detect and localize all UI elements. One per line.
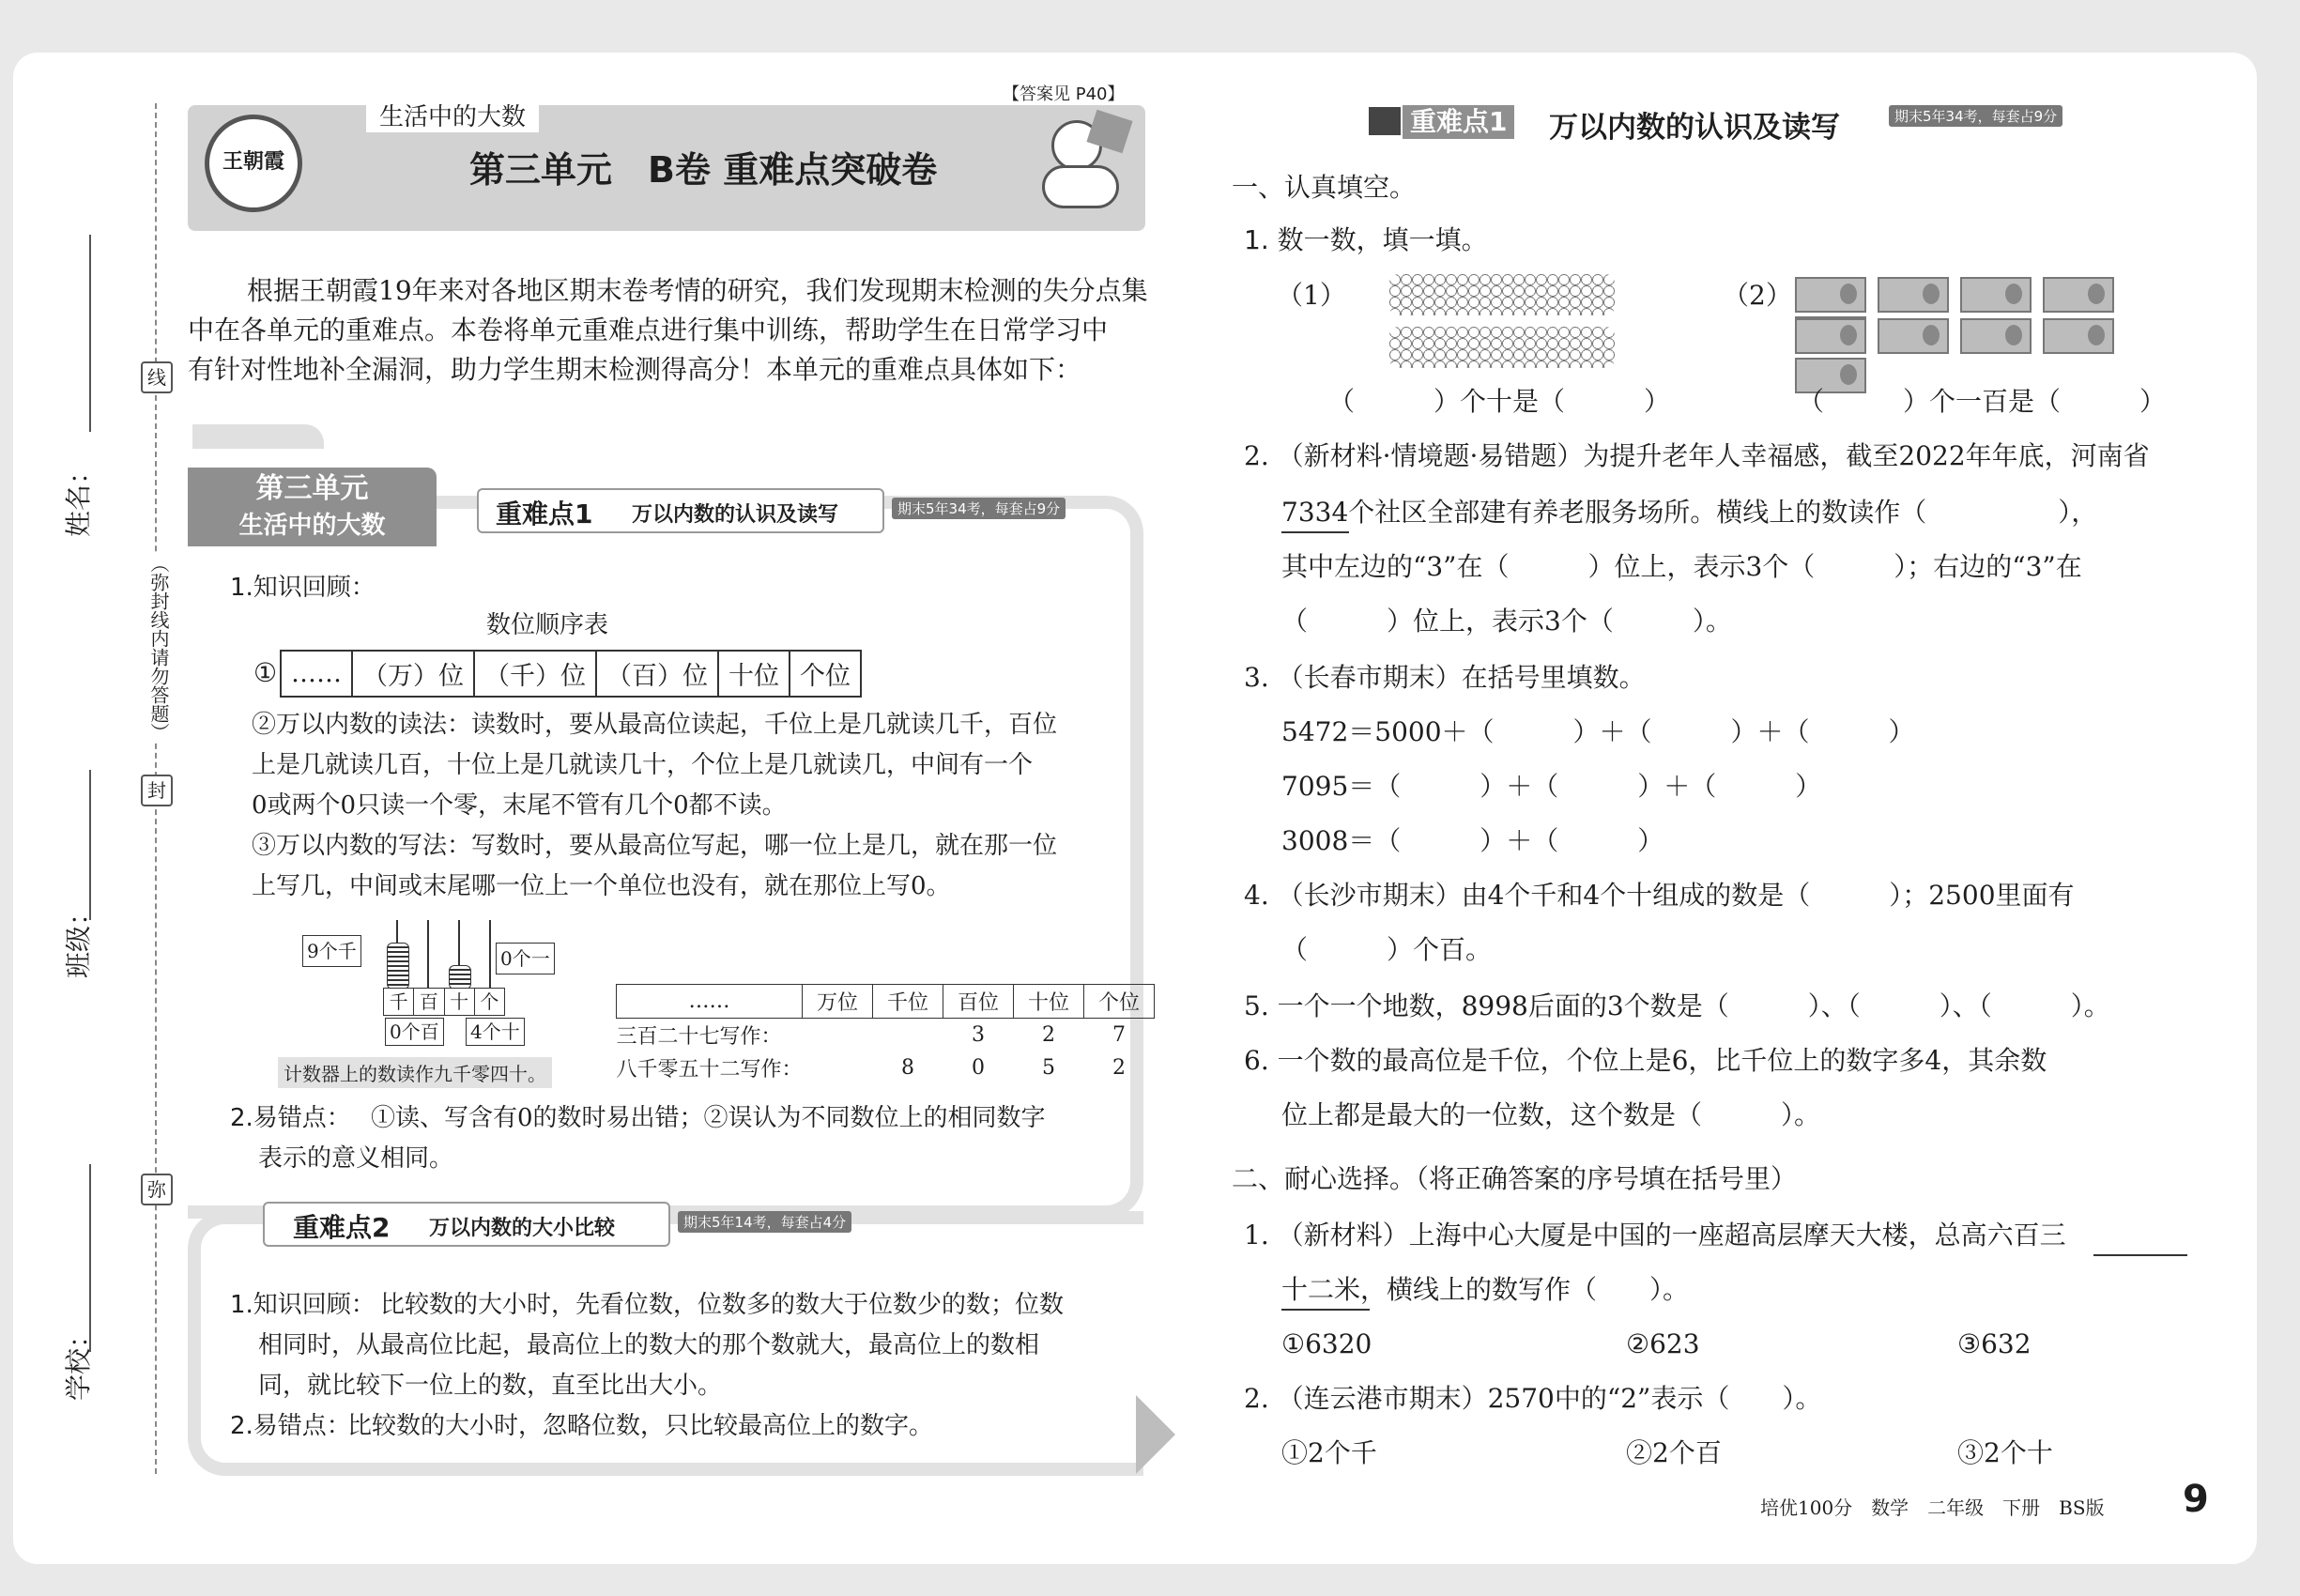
count-header: 百位 xyxy=(943,985,1014,1019)
place-cell: 十位 xyxy=(718,651,790,697)
write-rule-1: ③万以内数的写法：写数时，要从最高位写起，哪一位上是几，就在那一位 xyxy=(252,832,1058,860)
count-row-label: 八千零五十二写作： xyxy=(616,1058,803,1082)
c1-underline-1 xyxy=(2093,1254,2187,1256)
unit-badge xyxy=(188,468,437,546)
c1-option-1[interactable]: ①6320 xyxy=(1281,1328,1372,1359)
kp2-tag: 期末5年14考，每套占4分 xyxy=(678,1211,851,1233)
rod-label: 千 xyxy=(384,989,414,1015)
right-kp-icon xyxy=(1369,107,1401,135)
frame-arrow xyxy=(1136,1395,1175,1474)
label-shi-box: 4个十 xyxy=(466,1018,525,1046)
bill-100 xyxy=(2043,318,2114,354)
name-field[interactable] xyxy=(89,235,91,432)
count-cell: 7 xyxy=(1112,1023,1127,1047)
place-cell: （万）位 xyxy=(352,651,474,697)
q2-line-4[interactable]: （ ）位上，表示3个（ ）。 xyxy=(1281,606,1732,637)
q3-eq-1[interactable]: 5472＝5000＋（ ）＋（ ）＋（ ） xyxy=(1281,716,1915,747)
mascot-illustration xyxy=(1033,111,1136,223)
bill-100 xyxy=(1795,277,1866,313)
logo-seal xyxy=(205,115,302,212)
answer-ref: 【答案见 P40】 xyxy=(1003,84,1125,104)
c2-text[interactable]: 2. （连云港市期末）2570中的“2”表示（ ）。 xyxy=(1244,1383,1822,1414)
intro-line-3: 有针对性地补全漏洞，助力学生期末检测得高分！本单元的重难点具体如下： xyxy=(188,354,1082,385)
bill-100 xyxy=(1878,277,1949,313)
kp1-mistake-title: 2.易错点： xyxy=(230,1104,351,1132)
seal-mi-badge: 弥 xyxy=(141,1174,173,1205)
count-row-label: 三百二十七写作： xyxy=(616,1025,782,1049)
kp2-review-2: 相同时，从最高位比起，最高位上的数大的那个数就大，最高位上的数相 xyxy=(258,1331,1040,1359)
q6-line-1: 6. 一个数的最高位是千位，个位上是6，比千位上的数字多4，其余数 xyxy=(1244,1045,2047,1076)
c1-underline-2 xyxy=(1281,1309,1370,1311)
count-cell: 2 xyxy=(1112,1056,1127,1080)
unit-badge-line2: 生活中的大数 xyxy=(238,512,386,540)
c2-option-2[interactable]: ②2个百 xyxy=(1626,1437,1722,1468)
money-bills xyxy=(1795,277,2199,360)
place-table-title: 数位顺序表 xyxy=(486,611,609,639)
page-title: 第三单元 B卷 重难点突破卷 xyxy=(469,149,938,191)
count-cell: 0 xyxy=(972,1056,986,1080)
section-fill-title: 一、认真填空。 xyxy=(1232,172,1417,203)
q5-text[interactable]: 5. 一个一个地数，8998后面的3个数是（ ）、（ ）、（ ）。 xyxy=(1244,990,2110,1021)
intro-line-2: 中在各单元的重难点。本卷将单元重难点进行集中训练，帮助学生在日常学习中 xyxy=(188,315,1109,345)
place-value-table xyxy=(280,650,862,698)
kp2-title: 万以内数的大小比较 xyxy=(429,1217,616,1240)
q1-answer2[interactable]: （ ）个一百是（ ） xyxy=(1798,386,2167,417)
c1-line-1: 1. （新材料）上海中心大厦是中国的一座超高层摩天大楼，总高六百三 xyxy=(1244,1220,2066,1251)
class-label: 班级： xyxy=(63,898,95,979)
q1-answer1[interactable]: （ ）个十是（ ） xyxy=(1328,386,1671,417)
train-decoration xyxy=(192,424,324,449)
q2-underline xyxy=(1281,531,1349,533)
bead-stack-qian xyxy=(387,943,409,990)
place-cell: （百）位 xyxy=(596,651,718,697)
kp1-review-title: 1.知识回顾： xyxy=(230,574,376,602)
count-header: 千位 xyxy=(873,985,943,1019)
kp1-label: 重难点1 xyxy=(496,499,593,529)
read-rule-1: ②万以内数的读法：读数时，要从最高位读起，千位上是几就读几千，百位 xyxy=(252,711,1058,739)
read-rule-2: 上是几就读几百，十位上是几就读几十，个位上是几就读几，中间有一个 xyxy=(252,751,1034,779)
section-choice-title: 二、耐心选择。（将正确答案的序号填在括号里） xyxy=(1232,1163,1798,1194)
count-header: 万位 xyxy=(803,985,873,1019)
bead-stack-shi xyxy=(449,965,471,990)
bill-100 xyxy=(2043,277,2114,313)
count-cell xyxy=(803,1051,873,1084)
right-kp-label: 重难点1 xyxy=(1403,105,1514,139)
read-rule-3: 0或两个0只读一个零，末尾不管有几个0都不读。 xyxy=(252,791,787,820)
place-cell: 个位 xyxy=(790,651,861,697)
kp1-mistake-1: ①读、写含有0的数时易出错；②误认为不同数位上的相同数字 xyxy=(371,1104,1046,1132)
c2-option-3[interactable]: ③2个十 xyxy=(1957,1437,2053,1468)
unit-badge-line1: 第三单元 xyxy=(255,472,369,505)
q2-line-1: 2. （新材料·情境题·易错题）为提升老年人幸福感，截至2022年年底，河南省 xyxy=(1244,440,2150,471)
count-cell: 8 xyxy=(901,1056,915,1080)
bill-100 xyxy=(1795,318,1866,354)
q3-text: 3. （长春市期末）在括号里填数。 xyxy=(1244,662,1646,693)
place-cell: （千）位 xyxy=(474,651,596,697)
seal-line-badge: 线 xyxy=(141,361,173,393)
q2-line-2[interactable]: 7334个社区全部建有养老服务场所。横线上的数读作（ ）， xyxy=(1281,497,2098,528)
q3-eq-3[interactable]: 3008＝（ ）＋（ ） xyxy=(1281,825,1664,856)
kp2-review-title: 1.知识回顾： xyxy=(230,1291,376,1319)
school-field[interactable] xyxy=(89,1164,91,1352)
kp2-label-box xyxy=(263,1202,670,1247)
circle-groups xyxy=(1389,274,1624,374)
seal-feng-badge: 封 xyxy=(141,775,173,806)
kp1-mistake-2: 表示的意义相同。 xyxy=(258,1144,454,1173)
kp2-label: 重难点2 xyxy=(293,1212,391,1243)
count-header: 个位 xyxy=(1084,985,1155,1019)
intro-line-1: 根据王朝霞19年来对各地区期末卷考情的研究，我们发现期末检测的失分点集 xyxy=(247,275,1148,306)
abacus-caption: 计数器上的数读作九千零四十。 xyxy=(278,1057,552,1088)
kp1-label-box xyxy=(477,488,884,533)
q6-line-2[interactable]: 位上都是最大的一位数，这个数是（ ）。 xyxy=(1281,1099,1821,1130)
name-label: 姓名： xyxy=(63,457,95,538)
right-kp-tag: 期末5年34考，每套占9分 xyxy=(1889,105,2062,127)
school-label: 学校： xyxy=(63,1321,95,1402)
logo-text: 王朝霞 xyxy=(222,150,284,174)
rod-label: 十 xyxy=(445,989,475,1015)
kp2-mistake-title: 2.易错点： xyxy=(230,1412,351,1440)
label-qian-box: 9个千 xyxy=(302,935,361,967)
q1-part2: （2） xyxy=(1723,280,1792,311)
binding-strip xyxy=(63,94,197,1474)
count-header: …… xyxy=(617,985,803,1019)
bill-100 xyxy=(1960,318,2032,354)
rod-label: 百 xyxy=(414,989,444,1015)
c2-option-1[interactable]: ①2个千 xyxy=(1281,1437,1377,1468)
count-header: 十位 xyxy=(1014,985,1084,1019)
count-cell xyxy=(803,1019,873,1052)
c1-option-2[interactable]: ②623 xyxy=(1626,1328,1700,1359)
unit-subtitle: 生活中的大数 xyxy=(366,98,539,132)
rod-label: 个 xyxy=(480,990,499,1013)
q4-line-1[interactable]: 4. （长沙市期末）由4个千和4个十组成的数是（ ）；2500里面有 xyxy=(1244,880,2075,911)
page-number: 9 xyxy=(2183,1478,2209,1521)
write-rule-2: 上写几，中间或末尾哪一位上一个单位也没有，就在那位上写0。 xyxy=(252,872,951,900)
bill-100 xyxy=(1878,318,1949,354)
kp2-mistake: 比较数的大小时，忽略位数，只比较最高位上的数字。 xyxy=(347,1412,934,1440)
count-cell: 2 xyxy=(1042,1023,1056,1047)
abacus xyxy=(300,913,582,1044)
kp2-review-1: 比较数的大小时，先看位数，位数多的数大于位数少的数；位数 xyxy=(380,1291,1065,1319)
kp2-review-3: 同，就比较下一位上的数，直至比出大小。 xyxy=(258,1372,723,1400)
label-ge-box: 0个一 xyxy=(496,943,555,974)
count-cell: 5 xyxy=(1042,1056,1056,1080)
place-cell: …… xyxy=(281,651,352,697)
footer-text: 培优100分 数学 二年级 下册 BS版 xyxy=(1760,1496,2105,1519)
class-field[interactable] xyxy=(89,770,91,920)
c1-line-2[interactable]: 十二米，横线上的数写作（ ）。 xyxy=(1281,1274,1690,1305)
kp1-tag: 期末5年34考，每套占9分 xyxy=(892,498,1066,519)
place-table-marker: ① xyxy=(253,657,278,688)
q1-text: 1. 数一数，填一填。 xyxy=(1244,224,1488,255)
bill-100 xyxy=(1960,277,2032,313)
seal-note: （弥封线内请勿答题） xyxy=(141,554,169,742)
q2-line-3[interactable]: 其中左边的“3”在（ ）位上，表示3个（ ）；右边的“3”在 xyxy=(1281,551,2082,582)
count-cell xyxy=(873,1019,943,1052)
right-kp-title: 万以内数的认识及读写 xyxy=(1549,111,1840,145)
c1-option-3[interactable]: ③632 xyxy=(1957,1328,2032,1359)
count-table xyxy=(616,984,1155,1084)
kp1-title: 万以内数的认识及读写 xyxy=(632,503,839,527)
count-cell: 3 xyxy=(972,1023,986,1047)
q3-eq-2[interactable]: 7095＝（ ）＋（ ）＋（ ） xyxy=(1281,771,1822,802)
label-bai-box: 0个百 xyxy=(385,1018,444,1046)
q4-line-2[interactable]: （ ）个百。 xyxy=(1281,934,1493,965)
q1-part1: （1） xyxy=(1277,280,1346,311)
